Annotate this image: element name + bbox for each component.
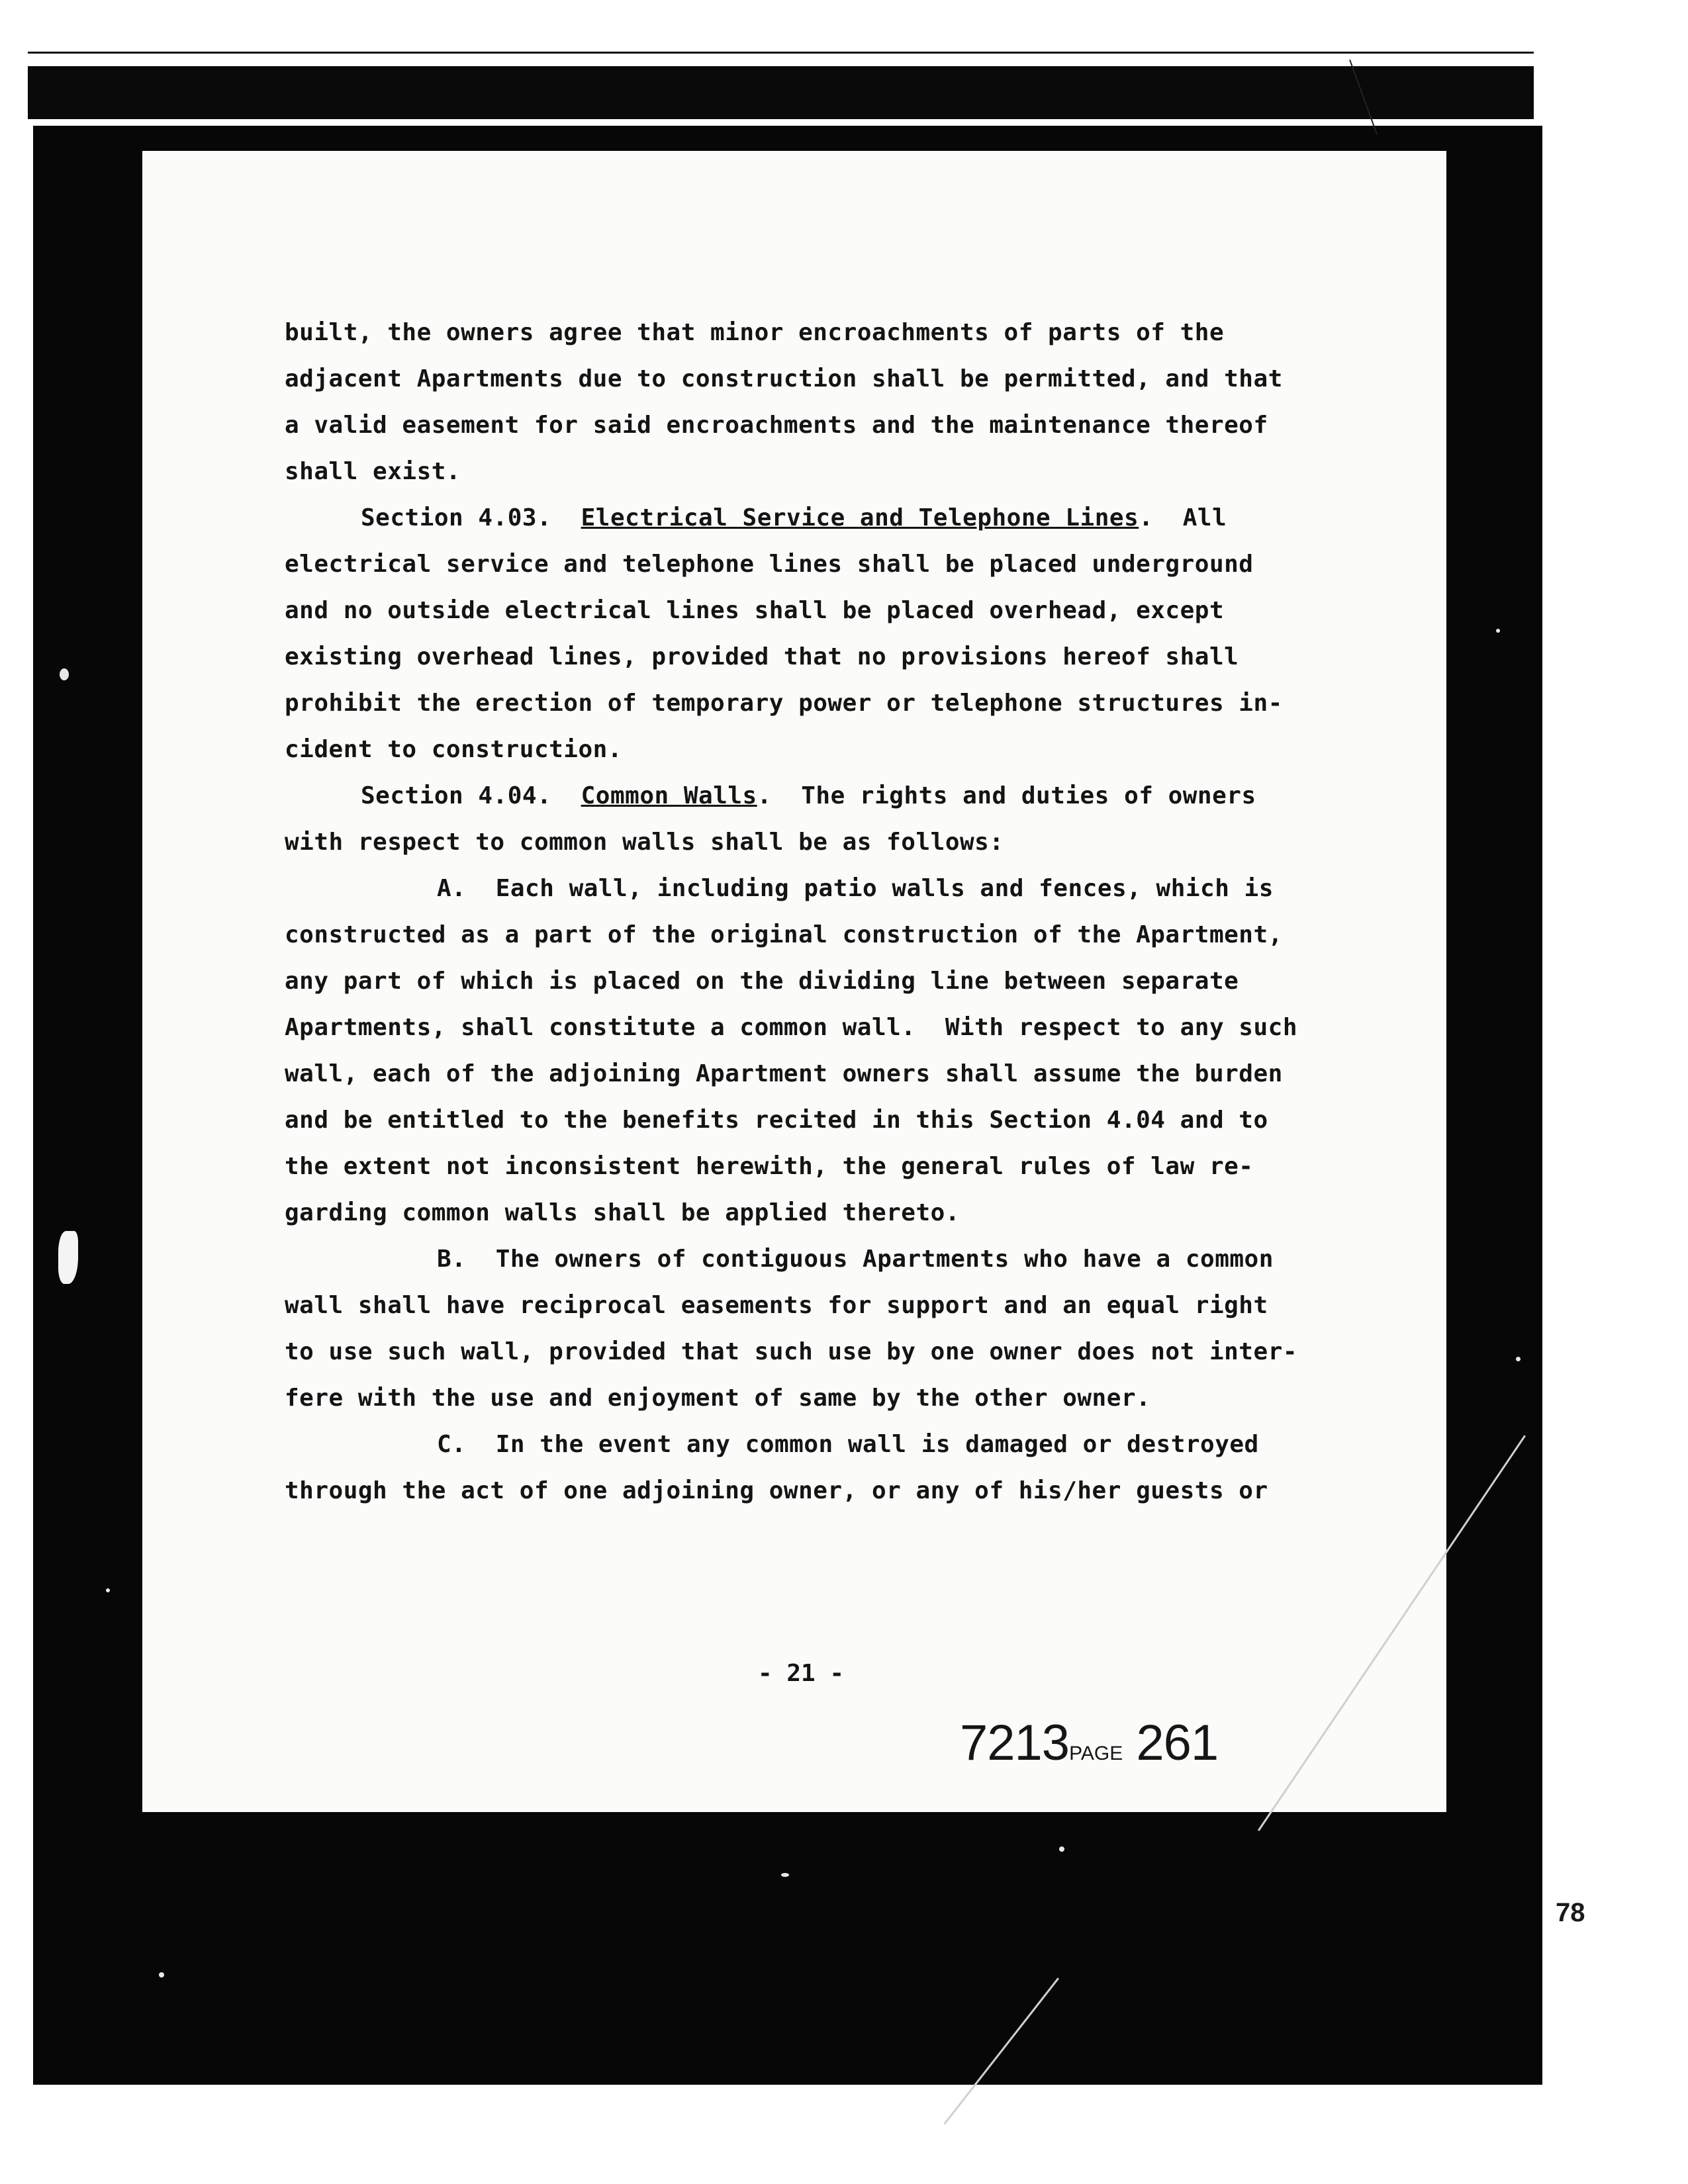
text-line: garding common walls shall be applied thereto. (285, 1199, 960, 1226)
paragraph-b-start: B. The owners of contiguous Apartments who have a common (437, 1246, 1274, 1273)
book-page-number: 261 (1136, 1715, 1219, 1771)
scan-speck (60, 668, 69, 680)
section-403-title: Electrical Service and Telephone Lines (581, 504, 1139, 531)
text-line: shall exist. (285, 458, 461, 485)
text-line: constructed as a part of the original construction of the Apartment, (285, 921, 1283, 948)
text-line: adjacent Apartments due to construction shall be permitted, and that (285, 365, 1283, 392)
sheet-count: 78 (1556, 1898, 1585, 1927)
page-number: - 21 - (758, 1660, 845, 1687)
text-line: with respect to common walls shall be as follows: (285, 829, 1004, 856)
page-label: PAGE (1069, 1743, 1123, 1764)
section-404-number: Section 4.04. (361, 782, 552, 809)
paragraph-a-start: A. Each wall, including patio walls and fences, which is (437, 875, 1274, 902)
scan-speck (1516, 1357, 1521, 1361)
section-403-number: Section 4.03. (361, 504, 552, 531)
book-number: 7213 (960, 1715, 1070, 1771)
scan-top-rule (28, 52, 1534, 54)
text-line: existing overhead lines, provided that no provisions hereof shall (285, 643, 1239, 670)
scan-speck (1496, 629, 1500, 633)
recording-book-page-stamp (960, 1714, 1218, 1772)
scan-speck (781, 1873, 789, 1877)
text-line: any part of which is placed on the dividing line between separate (285, 968, 1239, 995)
text-line: through the act of one adjoining owner, or any of his/her guests or (285, 1477, 1268, 1504)
scan-speck (1059, 1846, 1064, 1852)
scan-speck (58, 1231, 78, 1284)
text-line: electrical service and telephone lines shall be placed underground (285, 551, 1254, 578)
text-line: and no outside electrical lines shall be placed overhead, except (285, 597, 1225, 624)
text-line: a valid easement for said encroachments and the maintenance thereof (285, 412, 1268, 439)
text-line: Apartments, shall constitute a common wall. With respect to any such (285, 1014, 1297, 1041)
text-line: and be entitled to the benefits recited in this Section 4.04 and to (285, 1107, 1268, 1134)
text-line: fere with the use and enjoyment of same by the other owner. (285, 1385, 1151, 1412)
section-404-heading-line (285, 773, 1370, 819)
paragraph-c-start: C. In the event any common wall is damaged or destroyed (437, 1431, 1259, 1458)
scan-speck (106, 1588, 110, 1592)
text-line: wall, each of the adjoining Apartment owners shall assume the burden (285, 1060, 1283, 1087)
text-line: to use such wall, provided that such use by one owner does not inter- (285, 1338, 1297, 1365)
text-line: the extent not inconsistent herewith, the general rules of law re- (285, 1153, 1254, 1180)
section-403-heading-line (285, 495, 1370, 541)
text-line: cident to construction. (285, 736, 622, 763)
text-line: wall shall have reciprocal easements for support and an equal right (285, 1292, 1268, 1319)
scan-top-bar (28, 66, 1534, 119)
section-404-title: Common Walls (581, 782, 757, 809)
section-403-lead: . All (1139, 504, 1227, 531)
text-line: built, the owners agree that minor encroachments of parts of the (285, 319, 1225, 346)
section-404-lead: . The rights and duties of owners (757, 782, 1256, 809)
body-text (285, 310, 1370, 1514)
scan-speck (159, 1972, 164, 1978)
text-line: prohibit the erection of temporary power or telephone structures in- (285, 690, 1283, 717)
